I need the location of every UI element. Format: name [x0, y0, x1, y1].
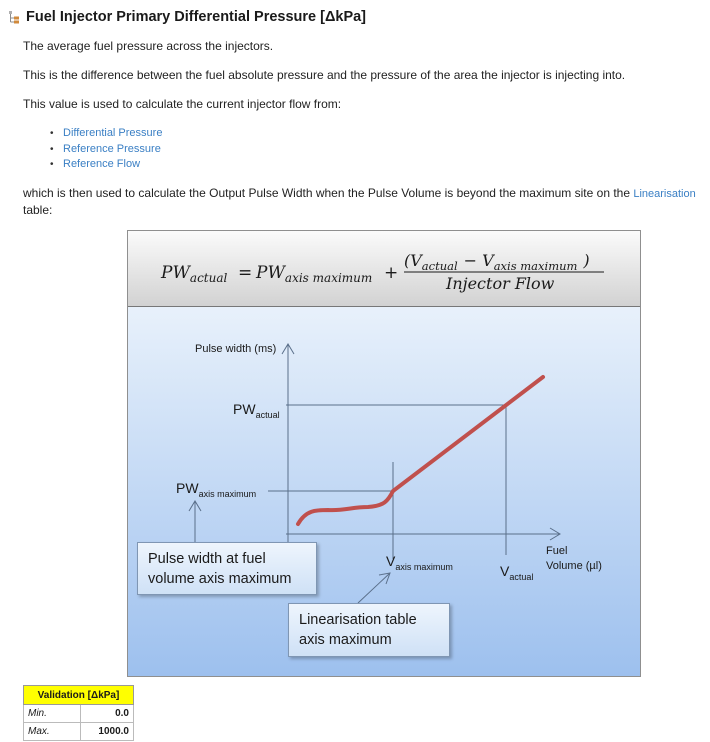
pw-actual-sub: actual — [255, 410, 280, 420]
formula-pw-sub: axis maximum — [284, 271, 373, 285]
table-row — [24, 705, 134, 723]
formula-box — [128, 231, 640, 307]
max-value: 1000.0 — [81, 723, 134, 741]
formula-num-sub2: axis maximum — [493, 259, 578, 273]
list-item — [50, 157, 162, 173]
y-axis-label: Pulse width (ms) — [195, 343, 277, 355]
linearisation-link[interactable]: Linearisation — [633, 188, 696, 200]
v-axis-sub: axis maximum — [395, 562, 453, 572]
pw-axis-sub: axis maximum — [198, 489, 257, 499]
formula-pw: PW — [256, 263, 285, 283]
svg-text:PWactual — [233, 401, 280, 420]
page-heading — [8, 9, 366, 25]
formula-num-minus: − V — [463, 251, 494, 270]
usage-text: This value is used to calculate the current injector flow from: — [23, 97, 342, 111]
v-actual-sub: actual — [509, 572, 534, 582]
differential-pressure-link[interactable]: Differential Pressure — [63, 127, 163, 139]
linearisation-callout: Linearisation table axis maximum — [288, 603, 450, 657]
pw-axis-label: PW — [176, 480, 199, 496]
svg-text:PWactual — [160, 263, 228, 285]
formula-num-sub1: actual — [421, 259, 458, 273]
svg-text:(Vactual− Vaxis maximum) — [404, 251, 590, 273]
svg-text:Vactual — [500, 563, 533, 582]
pw-actual-label: PW — [233, 401, 256, 417]
pulse-width-callout: Pulse width at fuel volume axis maximum — [137, 542, 317, 595]
formula-num-close: ) — [583, 251, 590, 270]
table-callout-arrow — [358, 573, 390, 603]
reference-list — [50, 126, 162, 173]
formula — [128, 231, 640, 306]
difference-text: This is the difference between the fuel absolute pressure and the pressure of the area the injector is injecting into. — [23, 68, 626, 82]
svg-text:PWaxis maximum — [176, 480, 256, 499]
max-label: Max. — [24, 723, 81, 741]
formula-lhs-sub: actual — [189, 271, 228, 285]
pulse-width-diagram — [127, 230, 641, 677]
page-title: Fuel Injector Primary Differential Pressure [ΔkPa] — [26, 9, 367, 25]
tree-node-icon — [8, 10, 20, 24]
x-axis-label-volume: Volume (µl) — [546, 560, 602, 572]
plot-area — [128, 307, 640, 676]
svg-text:Vaxis maximum — [386, 553, 453, 572]
list-item — [50, 126, 162, 142]
formula-plus: + — [384, 263, 399, 283]
validation-table — [23, 685, 134, 741]
description-text: The average fuel pressure across the injectors. — [23, 39, 274, 53]
v-actual-label: V — [500, 563, 510, 579]
formula-lhs: PW — [161, 263, 190, 283]
reference-flow-link[interactable]: Reference Flow — [63, 158, 141, 170]
list-item — [50, 142, 162, 158]
calculation-text-start: which is then used to calculate the Output Pulse Width when the Pulse Volume is beyond the maximum site on the — [23, 186, 634, 200]
calculation-text-end: table: — [23, 203, 53, 217]
x-axis-label-fuel: Fuel — [546, 545, 568, 557]
min-value: 0.0 — [81, 705, 134, 723]
min-label: Min. — [24, 705, 81, 723]
calculation-text — [23, 185, 707, 218]
svg-text:PWaxis maximum — [255, 263, 372, 285]
formula-denominator: Injector Flow — [446, 274, 555, 293]
table-row — [24, 723, 134, 741]
formula-equals: = — [238, 263, 253, 283]
validation-header: Validation [ΔkPa] — [24, 686, 134, 705]
formula-num-open: (V — [404, 251, 422, 270]
v-axis-label: V — [386, 553, 396, 569]
reference-pressure-link[interactable]: Reference Pressure — [63, 142, 161, 155]
